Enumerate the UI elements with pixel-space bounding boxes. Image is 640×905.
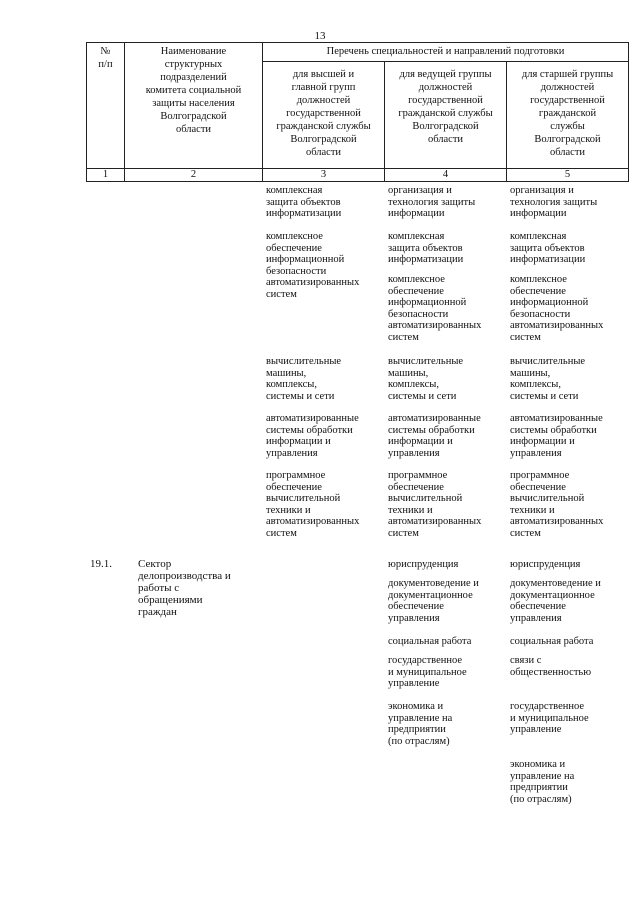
col5-item: программное обеспечение вычислительной техники и автоматизированных систем	[510, 470, 604, 539]
col5-item: связи с общественностью	[510, 655, 592, 678]
header-col-high: для высшей и главной групп должностей государственной гражданской службы Волгоградской области	[263, 62, 385, 169]
col5-item: комплексное обеспечение информационной безопасности автоматизированных систем	[510, 274, 604, 343]
col3-item: комплексное обеспечение информационной безопасности автоматизированных систем	[266, 231, 360, 300]
col4-item: юриспруденция	[388, 559, 459, 570]
col5-item: автоматизированные системы обработки информации и управления	[510, 413, 603, 459]
col4-item: программное обеспечение вычислительной техники и автоматизированных систем	[388, 470, 482, 539]
col3-item: вычислительные машины, комплексы, системы и сети	[266, 356, 342, 402]
page-number: 13	[314, 30, 326, 42]
col5-item: государственное и муниципальное управление	[510, 701, 589, 736]
header-number: 2	[125, 169, 263, 182]
row-unit-name: Сектор делопроизводства и работы с обращениями граждан	[138, 558, 231, 618]
col5-item: организация и технология защиты информации	[510, 185, 598, 220]
header-number: 5	[507, 169, 629, 182]
col5-item: документоведение и документационное обеспечение управления	[510, 578, 601, 624]
header-col-number: № п/п	[87, 43, 125, 169]
header-table	[86, 42, 629, 182]
col4-item: государственное и муниципальное управление	[388, 655, 467, 690]
header-number: 3	[263, 169, 385, 182]
col4-item: вычислительные машины, комплексы, системы и сети	[388, 356, 464, 402]
header-number: 1	[87, 169, 125, 182]
col4-item: комплексное обеспечение информационной безопасности автоматизированных систем	[388, 274, 482, 343]
col5-item: комплексная защита объектов информатизации	[510, 231, 586, 266]
header-col-lead: для ведущей группы должностей государственной гражданской службы Волгоградской области	[385, 62, 507, 169]
col5-item: социальная работа	[510, 636, 594, 647]
col5-item: экономика и управление на предприятии (по отраслям)	[510, 759, 575, 805]
col4-item: организация и технология защиты информации	[388, 185, 476, 220]
col4-item: документоведение и документационное обеспечение управления	[388, 578, 479, 624]
header-col-senior: для старшей группы должностей государственной гражданской службы Волгоградской области	[507, 62, 629, 169]
col4-item: автоматизированные системы обработки информации и управления	[388, 413, 481, 459]
row-number: 19.1.	[90, 558, 112, 570]
col5-item: вычислительные машины, комплексы, системы и сети	[510, 356, 586, 402]
header-number: 4	[385, 169, 507, 182]
header-col-name: Наименование структурных подразделений комитета социальной защиты населения Волгоградской области	[125, 43, 263, 169]
col4-item: социальная работа	[388, 636, 472, 647]
col3-item: программное обеспечение вычислительной техники и автоматизированных систем	[266, 470, 360, 539]
col4-item: комплексная защита объектов информатизации	[388, 231, 464, 266]
col5-item: юриспруденция	[510, 559, 581, 570]
col3-item: комплексная защита объектов информатизации	[266, 185, 342, 220]
header-col-list: Перечень специальностей и направлений подготовки	[263, 43, 629, 62]
col4-item: экономика и управление на предприятии (по отраслям)	[388, 701, 453, 747]
col3-item: автоматизированные системы обработки информации и управления	[266, 413, 359, 459]
